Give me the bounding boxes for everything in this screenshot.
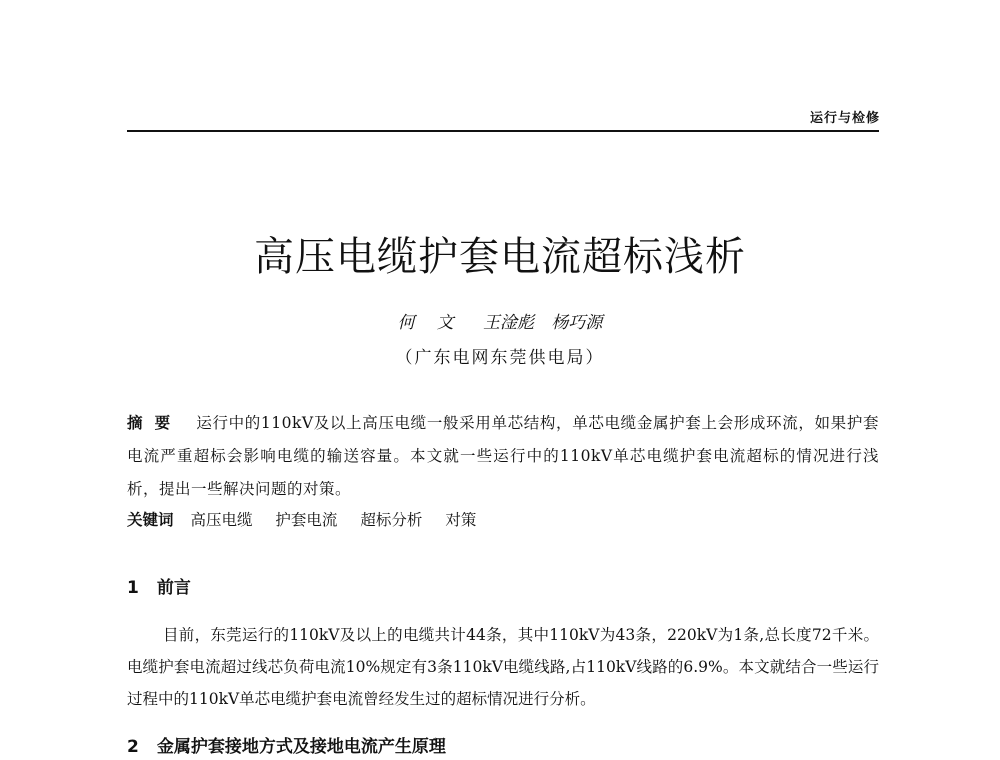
keyword-2: 护套电流: [275, 511, 338, 529]
keywords-label: 关键词: [127, 511, 174, 529]
abstract-label: 摘要: [127, 414, 183, 432]
section-1-title: 前言: [156, 578, 191, 598]
keyword-1: 高压电缆: [190, 511, 253, 529]
section-2-heading: [127, 732, 879, 757]
keyword-3: 超标分析: [360, 511, 423, 529]
header-rule: [127, 130, 879, 132]
keyword-4: 对策: [445, 511, 477, 529]
author-2: 王淦彪: [483, 313, 534, 333]
running-head: 运行与检修: [809, 111, 880, 126]
paper-title: 高压电缆护套电流超标浅析: [254, 234, 746, 280]
section-1-heading: [127, 573, 879, 598]
section-1-paragraph: 目前，东莞运行的110kV及以上的电缆共计44条，其中110kV为43条，220kV为1条,总长度72千米。电缆护套电流超过线芯负荷电流10%规定有3条110kV电缆线路,占110kV线路的6.9%。本文就结合一些运行过程中的110kV单芯电缆护套电流曾经发生过的超标情况进行分析。: [127, 626, 879, 708]
section-2-number: 2: [127, 737, 139, 757]
author-1: 何文: [397, 313, 476, 333]
section-1-number: 1: [127, 578, 139, 598]
abstract: [127, 407, 879, 506]
author-list: [0, 308, 1000, 333]
author-3: 杨巧源: [551, 313, 603, 333]
section-2-title: 金属护套接地方式及接地电流产生原理: [156, 737, 446, 757]
affiliation: （广东电网东莞供电局）: [395, 348, 605, 368]
keywords: [127, 508, 879, 530]
abstract-text: 运行中的110kV及以上高压电缆一般采用单芯结构，单芯电缆金属护套上会形成环流，如果护套电流严重超标会影响电缆的输送容量。本文就一些运行中的110kV单芯电缆护套电流超标的情况进行浅析，提出一些解决问题的对策。: [127, 414, 879, 498]
